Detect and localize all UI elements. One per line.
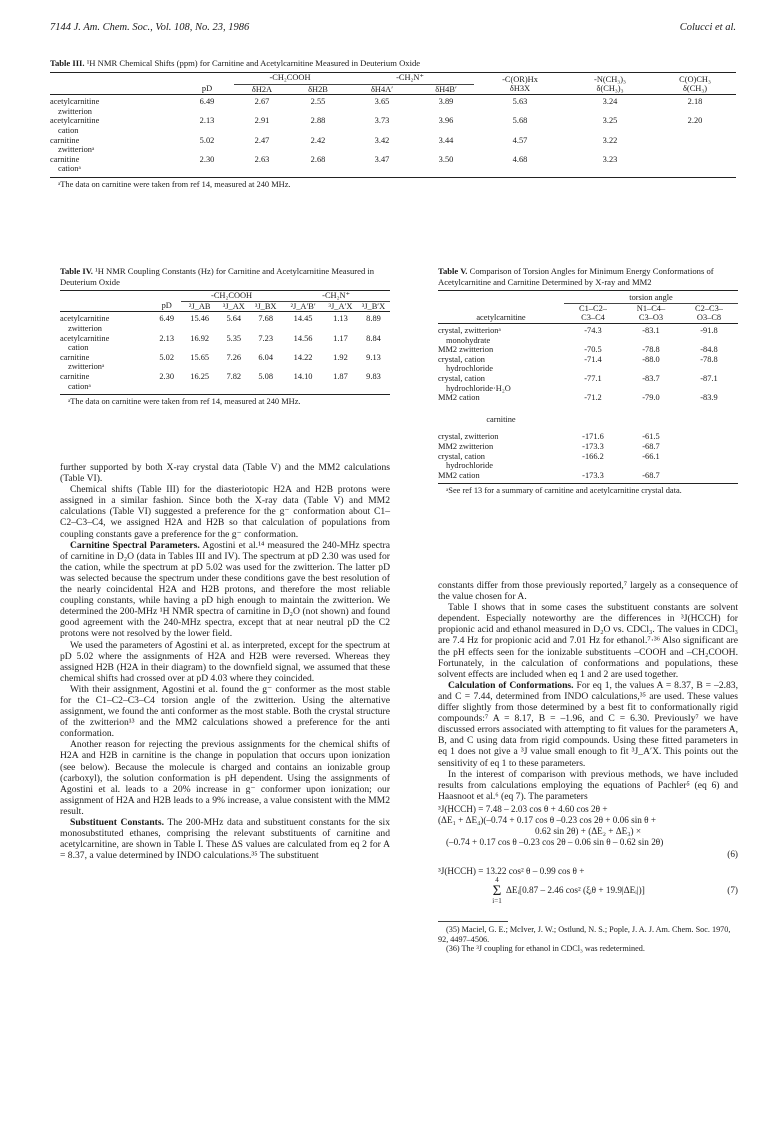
table-row [60, 372, 390, 395]
paragraph-text: For eq 1, the values A = 8.37, B = –2.83, and C = 7.44, determined from INDO calculations,³⁵ are used. These values differ slightly from those determined by a best fit to conformationally rigid compounds:⁷ A = 8.17, B = –1.96, and C = 6.30. Previously⁷ we have discussed errors associated with attempting to fit values for the parameters A, B, and C using data from rigid compounds. Using these fitted parameters in eq 1 does not give a ³J value small enough to fit ³J_A′X. This points out the sensitivity of eq 1 to these parameters. [438, 679, 739, 769]
t3-cell [654, 155, 736, 178]
t5-method: crystal, cation [438, 451, 485, 461]
section-heading: Carnitine Spectral Parameters. [70, 539, 200, 551]
t3-cell: 3.65 [374, 97, 390, 107]
t3-cell: 2.13 [199, 116, 215, 126]
t5-head-c2: N1–C4– [636, 303, 666, 313]
t5-form: hydrochloride [446, 364, 493, 374]
t3-cell: 3.96 [438, 116, 454, 126]
t4-cell: 2.13 [159, 333, 175, 343]
t3-cell: 4.57 [512, 135, 528, 145]
t4-compound: carnitine [60, 352, 90, 362]
equation-7 [438, 866, 738, 909]
references [438, 925, 738, 954]
t3-cell: 2.42 [310, 135, 326, 145]
paragraph: Table I shows that in some cases the substituent constants are solvent dependent. Especially noteworthy are the differences in ³J(HCCH) for propionic acid and ethanol measured in D₂O vs. CDCl₃. The values in CDCl₃ are 7.4 Hz for propionic acid and 7.01 Hz for ethanol.⁷·³⁶ Also significant are the pH effects seen for the ionizable substituents –COOH and –CH₂COOH. Fortunately, in the calculation of conformations and populations, these solvent effects are included when eq 1 and 2 are used together. [438, 602, 738, 680]
table-4-title [60, 266, 390, 287]
t5-head-c1b: C3–C4 [581, 313, 605, 323]
t3-cell: 3.22 [602, 135, 618, 145]
t3-form: zwitterionᵃ [58, 145, 95, 155]
reference-36: (36) The ³J coupling for ethanol in CDCl₃ was redetermined. [446, 944, 645, 954]
t5-method: MM2 zwitterion [438, 441, 494, 451]
t4-head-jbx: ³J_BX [254, 301, 277, 311]
t5-method: crystal, zwitterion [438, 432, 499, 442]
t3-head-h2a: δH2A [251, 84, 273, 94]
t4-compound: carnitine [60, 371, 90, 381]
table-5-footnote: ᵃSee ref 13 for a summary of carnitine and acetylcarnitine crystal data. [446, 486, 682, 496]
t3-compound: acetylcarnitine [50, 97, 100, 107]
table-row [50, 116, 736, 135]
t5-group: torsion angle [564, 291, 738, 304]
paragraph: We used the parameters of Agostini et al. as interpreted, except for the spectrum at pD 5.02 where the assignments of H2A and H2B were reversed. Whereas they assigned H2B (H2A in their diagram) to the downfield signal, we assumed that these chemical shifts had crossed over at pD 4.03 where they coincided. [60, 639, 390, 684]
t4-head-jax: ³J_AX [222, 301, 245, 311]
journal-citation: 7144 J. Am. Chem. Soc., Vol. 108, No. 23, 1986 [50, 22, 250, 33]
t5-cell: -83.1 [642, 325, 660, 335]
t5-cell: -68.7 [642, 470, 660, 480]
t4-cell: 14.10 [293, 371, 313, 381]
t3-cell: 5.63 [512, 97, 528, 107]
t4-cell: 1.87 [333, 371, 348, 381]
t3-cell: 3.47 [374, 154, 390, 164]
t4-form: zwitterionᵃ [68, 362, 105, 372]
t3-compound: carnitine [50, 135, 80, 145]
table-row [50, 155, 736, 178]
t3-cell: 6.49 [199, 97, 215, 107]
t4-cell: 14.22 [293, 352, 313, 362]
t5-method: MM2 zwitterion [438, 345, 494, 355]
t5-cell [680, 471, 738, 484]
t3-head-coch3-2: δ(CH₃) [682, 84, 708, 94]
t4-compound: acetylcarnitine [60, 333, 110, 343]
table-3-footnote: ᵃThe data on carnitine were taken from ref 14, measured at 240 MHz. [58, 180, 291, 190]
t3-head-nme3-1: -N(CH₃)₃ [594, 74, 626, 84]
t5-cell: -91.8 [700, 325, 718, 335]
table-row [438, 432, 738, 442]
table-3-caption: ¹H NMR Chemical Shifts (ppm) for Carnitine and Acetylcarnitine Measured in Deuterium Oxide [84, 58, 421, 68]
t3-cell: 3.25 [602, 116, 618, 126]
t5-method: crystal, cation [438, 354, 485, 364]
table-5-caption: Comparison of Torsion Angles for Minimum Energy Conformations of Acetylcarnitine and Carnitine Determined by X-ray and MM2 [438, 266, 714, 287]
t4-cell: 1.92 [333, 352, 348, 362]
t3-compound: acetylcarnitine [50, 116, 100, 126]
paragraph: In the interest of comparison with previous methods, we have included results from calculations employing the equations of Pachler⁵ (eq 6) and Haasnoot et al.⁶ (eq 7). The parameters [438, 768, 738, 802]
t4-cell: 9.83 [366, 371, 381, 381]
t3-head-pd: pD [201, 84, 213, 94]
table-4-caption: ¹H NMR Coupling Constants (Hz) for Carnitine and Acetylcarnitine Measured in Deuterium Oxide [60, 266, 375, 287]
t3-group-cooh: -CH₂COOH [234, 72, 346, 84]
t5-cell: -79.0 [642, 393, 660, 403]
t3-cell: 2.30 [199, 154, 215, 164]
t5-head-compound: acetylcarnitine [476, 313, 526, 323]
t5-cell [680, 432, 738, 442]
t3-cell: 2.18 [687, 97, 703, 107]
eq6-line: (–0.74 + 0.17 cos θ –0.23 cos 2θ – 0.06 sin θ – 0.62 sin 2θ) [446, 837, 664, 848]
table-row [438, 355, 738, 374]
t4-cell: 14.45 [293, 314, 313, 324]
t3-cell: 2.88 [310, 116, 326, 126]
t3-form: zwitterion [58, 106, 92, 116]
t3-group-ch2n: -CH₂N⁺ [346, 72, 474, 84]
t5-form: hydrochloride·H₂O [446, 383, 511, 393]
table-4-label: Table IV. [60, 266, 93, 276]
paragraph: With their assignment, Agostini et al. found the g⁻ conformer as the most stable for the C1–C2–C3–C4 torsion angle of the zwitterion. Using the alternative assignment, we found the anti conformer as the most stable. Both the crystal structure of the zwitterion¹³ and the MM2 calculations showed a preference for the anti conformation. [60, 683, 390, 740]
t5-cell: -83.7 [642, 373, 660, 383]
reference-35: (35) Maciel, G. E.; McIver, J. W.; Ostlund, N. S.; Pople, J. A. J. Am. Chem. Soc. 1970, 92, 4497–4506. [438, 925, 731, 944]
t4-cell: 7.23 [258, 333, 273, 343]
t4-cell: 7.68 [258, 314, 273, 324]
table-row [50, 136, 736, 155]
t5-cell: -173.3 [582, 470, 604, 480]
t3-cell: 3.73 [374, 116, 390, 126]
table-row [438, 452, 738, 471]
t4-head-pd: pD [161, 301, 172, 311]
t3-head-nme3-2: δ(CH₃)₃ [596, 84, 624, 94]
paragraph-text: The 200-MHz data and substituent constants for the six monosubstituted ethanes, comprising the relevant substituents of carnitine and acetylcarnitine, are shown in Table I. These ΔS values are calculated from eq 2 for A = 8.37, a value determined by INDO calculations.³⁵ The substituent [60, 817, 390, 862]
eq7-line: ³J(HCCH) = 13.22 cos² θ – 0.99 cos θ + [438, 865, 585, 876]
t3-cell: 2.68 [310, 154, 326, 164]
table-row [60, 334, 390, 353]
table-row [438, 345, 738, 355]
paragraph-text: Agostini et al.¹⁴ measured the 240-MHz spectra of carnitine in D₂O (data in Tables III and IV). The spectrum at pD 2.30 was used for the cation, while the spectrum at pD 5.02 was used for the zwitterion. The latter pD was selected because the spectrum under these conditions gave the best resolution of the nearly coincidental H2A and H2B protons, and therefore the most reliable coupling constants, while having a pD high enough to maintain the zwitterion. We determined the 200-MHz ¹H NMR spectra of carnitine in D₂O (not shown) and found good agreement with the 240-MHz spectra, except that at near neutral pD the C2 protons were not resolved by the lower field. [60, 539, 390, 640]
eq6-line: ³J(HCCH) = 7.48 – 2.03 cos θ + 4.60 cos 2θ + [438, 803, 608, 814]
t5-method: crystal, cation [438, 373, 485, 383]
t3-cell: 3.89 [438, 97, 454, 107]
footnote-rule [438, 921, 508, 922]
t5-cell: -77.1 [584, 373, 602, 383]
t5-cell: -68.7 [642, 441, 660, 451]
t4-cell: 6.04 [258, 352, 273, 362]
t5-cell: -71.2 [584, 393, 602, 403]
t4-head-jax2: ³J_A′X [328, 301, 353, 311]
t4-cell: 14.56 [293, 333, 313, 343]
eq6-line: 0.62 sin 2θ) + (ΔE₂ + ΔE₃) × [534, 826, 642, 837]
t5-form: hydrochloride [446, 461, 493, 471]
table-row [438, 374, 738, 393]
sum-upper-limit: 4 [495, 876, 499, 885]
paragraph [60, 817, 390, 861]
t4-cell: 5.02 [159, 352, 175, 362]
eq6-number: (6) [727, 848, 738, 859]
t4-cell: 1.13 [333, 314, 348, 324]
table-5-grid [438, 290, 738, 484]
t5-form: monohydrate [446, 335, 491, 345]
t3-cell: 3.44 [438, 135, 454, 145]
t4-head-jab: ²J_AB [188, 301, 211, 311]
t3-form: cation [58, 126, 79, 136]
t4-cell: 15.65 [190, 352, 210, 362]
t3-cell: 3.23 [602, 154, 618, 164]
t3-cell: 2.20 [687, 116, 703, 126]
sum-lower-limit: i=1 [492, 897, 502, 906]
t3-head-h2b: δH2B [308, 84, 328, 94]
t5-cell: -74.3 [584, 325, 602, 335]
table-3-grid [50, 72, 736, 178]
t3-cell: 2.47 [254, 135, 270, 145]
t4-form: zwitterion [68, 323, 102, 333]
t3-head-corhx-1: -C(OR)Hx [502, 74, 538, 84]
t5-cell: -78.8 [700, 354, 718, 364]
t5-cell [680, 442, 738, 452]
t4-form: cation [68, 343, 89, 353]
t5-carnitine-head: carnitine [486, 414, 516, 424]
t5-head-c3b: O3–C8 [696, 313, 722, 323]
t5-cell: -61.5 [642, 432, 660, 442]
paragraph: constants differ from those previously reported,⁷ largely as a consequence of the value chosen for A. [438, 580, 738, 603]
t4-group-ch2n: -CH₂N⁺ [282, 291, 390, 302]
table-4 [60, 266, 390, 407]
t3-cell: 2.67 [254, 97, 270, 107]
t4-group-cooh: -CH₂COOH [181, 291, 282, 302]
t3-head-coch3-1: C(O)CH₃ [679, 74, 711, 84]
t4-cell: 8.84 [366, 333, 381, 343]
table-4-grid [60, 290, 390, 395]
t4-cell: 5.08 [258, 371, 273, 381]
table-3-label: Table III. [50, 58, 85, 68]
t3-cell: 3.50 [438, 154, 454, 164]
t5-cell: -87.1 [700, 373, 718, 383]
t4-cell: 16.25 [190, 371, 210, 381]
table-5-label: Table V. [438, 266, 468, 276]
table-row [60, 312, 390, 334]
t4-cell: 2.30 [159, 371, 175, 381]
table-5 [438, 266, 738, 496]
t5-cell: -71.4 [584, 354, 602, 364]
t4-cell: 8.89 [366, 314, 381, 324]
t4-cell: 15.46 [190, 314, 210, 324]
t3-cell: 5.02 [199, 135, 215, 145]
t4-head-jbx2: ³J_B′X [361, 301, 386, 311]
t3-compound: carnitine [50, 154, 80, 164]
t5-cell: -173.3 [582, 441, 604, 451]
left-column-text [60, 462, 390, 861]
t4-form: cationᵃ [68, 381, 91, 391]
t3-head-corhx-2: δH3X [509, 84, 531, 94]
t3-head-h4a: δH4A′ [370, 84, 394, 94]
t3-form: cationᵃ [58, 164, 81, 174]
t5-cell: -88.0 [642, 354, 660, 364]
t5-head-c3: C2–C3– [695, 303, 723, 313]
t3-cell: 2.63 [254, 154, 270, 164]
t4-head-jab2: ²J_A′B′ [290, 301, 316, 311]
table-5-title [438, 266, 738, 287]
t4-cell: 6.49 [159, 314, 175, 324]
t4-cell: 1.17 [333, 333, 348, 343]
table-3-title [50, 58, 736, 69]
eq6-line: (ΔE₁ + ΔE₄)(–0.74 + 0.17 cos θ –0.23 cos 2θ + 0.06 sin θ + [438, 815, 657, 826]
t5-cell: -83.9 [700, 393, 718, 403]
t5-method: MM2 cation [438, 393, 480, 403]
t5-method: MM2 cation [438, 470, 480, 480]
t3-cell: 3.24 [602, 97, 618, 107]
t3-cell: 2.55 [310, 97, 326, 107]
t4-cell: 16.92 [190, 333, 210, 343]
paragraph: further supported by both X-ray crystal data (Table V) and the MM2 calculations (Table VI). [60, 462, 390, 485]
t3-cell: 4.68 [512, 154, 528, 164]
table-row [50, 95, 736, 117]
table-row [60, 353, 390, 372]
table-row [438, 471, 738, 484]
t5-cell: -66.1 [642, 451, 660, 461]
t3-cell: 3.42 [374, 135, 390, 145]
t5-head-c2b: C3–O3 [638, 313, 664, 323]
paragraph: Chemical shifts (Table III) for the diasteriotopic H2A and H2B protons were assigned in a similar fashion. Since both the X-ray data (Table V) and MM2 calculations (Table VI) suggested a preference for the g⁻ conformation about C1–C2–C3–C4, we assigned H2A and H2B so that calculation of populations from coupling constants gave a preference for the g⁻ conformation. [60, 484, 390, 540]
author-header: Colucci et al. [679, 22, 736, 33]
t5-head-c1: C1–C2– [579, 303, 607, 313]
t3-cell: 2.91 [254, 116, 270, 126]
section-heading: Calculation of Conformations. [448, 679, 574, 691]
table-row [438, 393, 738, 403]
table-4-footnote: ᵃThe data on carnitine were taken from ref 14, measured at 240 MHz. [68, 397, 301, 407]
eq7-line: ΔEᵢ[0.87 – 2.46 cos² (ξᵢθ + 19.9|ΔEᵢ|)] [506, 885, 645, 896]
t3-cell: 5.68 [512, 116, 528, 126]
right-column-text [438, 580, 738, 954]
paragraph [438, 680, 738, 769]
section-heading: Substituent Constants. [70, 817, 165, 828]
t5-cell: -166.2 [582, 451, 604, 461]
table-row [438, 442, 738, 452]
t5-method: crystal, zwitterionᵃ [438, 325, 501, 335]
t4-cell: 9.13 [366, 352, 381, 362]
paragraph [60, 540, 390, 640]
paragraph: Another reason for rejecting the previous assignments for the chemical shifts of H2A and H2B in carnitine is the change in population that occurs upon ionization (see below). Because the molecule is charged and contains an ionizable group (carboxyl), the solution conformation is pH dependent. Using the assignments of Agostini et al. leads to a 20% increase in g⁻ conformer upon ionization; our assignment of H2A and H2B leads to a 9% increase, a value consistent with the MM2 result. [60, 739, 390, 817]
equation-6 [438, 804, 738, 860]
table-3 [50, 58, 736, 190]
eq7-number: (7) [727, 885, 738, 896]
sigma-symbol: Σ [492, 883, 502, 900]
t4-cell: 7.82 [226, 371, 242, 381]
t3-head-h4b: δH4B′ [435, 84, 457, 94]
t4-compound: acetylcarnitine [60, 314, 110, 324]
t5-cell [680, 452, 738, 471]
t5-cell: -78.8 [642, 345, 660, 355]
t5-cell: -171.6 [582, 432, 604, 442]
t4-cell: 5.64 [226, 314, 242, 324]
t4-cell: 7.26 [226, 352, 242, 362]
running-header [50, 22, 736, 38]
t4-cell: 5.35 [226, 333, 242, 343]
t3-cell [654, 136, 736, 155]
table-row [438, 323, 738, 345]
t5-cell: -84.8 [700, 345, 718, 355]
t5-cell: -70.5 [584, 345, 602, 355]
